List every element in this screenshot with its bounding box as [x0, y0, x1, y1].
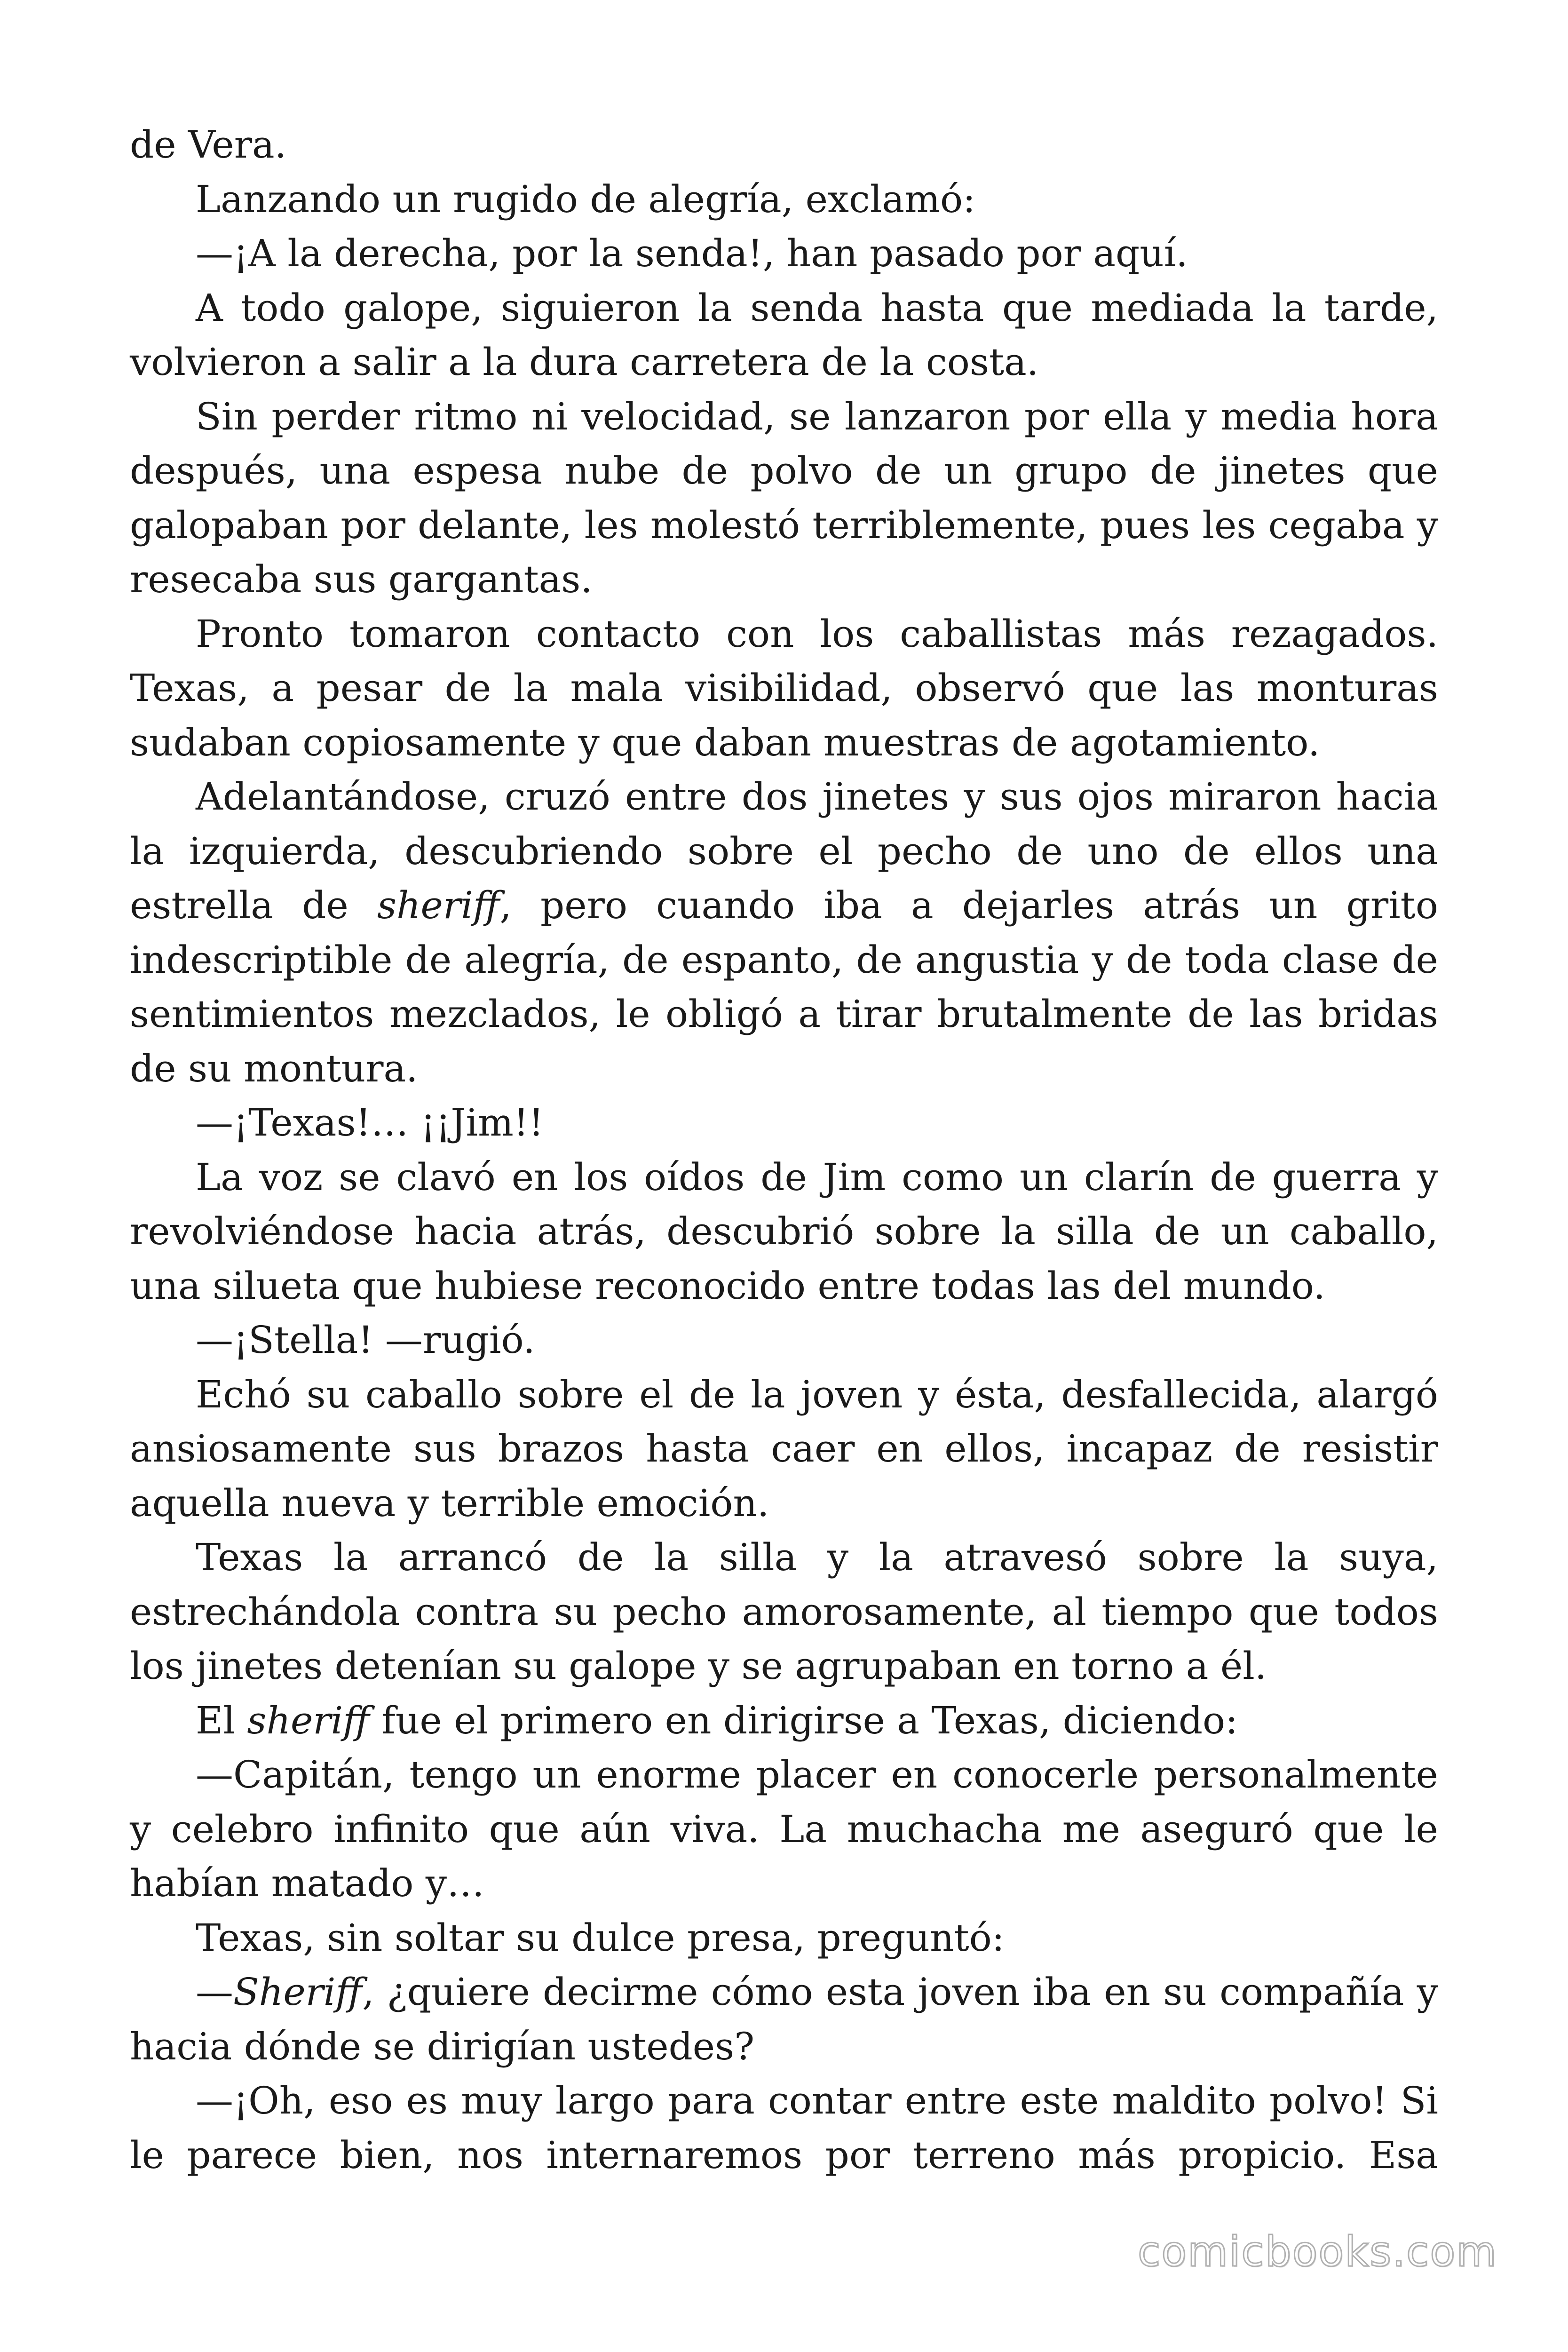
watermark: comicbooks.com: [1137, 2227, 1497, 2276]
text-run: Pronto tomaron contacto con los caballistas más rezagados. Texas, a pesar de la mala visibilidad, observó que las monturas sudaban copiosamente y que daban muestras de agotamiento.: [130, 612, 1438, 764]
text-run: fue el primero en dirigirse a Texas, diciendo:: [369, 1698, 1238, 1742]
paragraph: [130, 1367, 1438, 1531]
text-run: Texas la arrancó de la silla y la atravesó sobre la suya, estrechándola contra su pecho amorosamente, al tiempo que todos los jinetes detenían su galope y se agrupaban en torno a él.: [130, 1535, 1438, 1688]
text-run: —¡A la derecha, por la senda!, han pasado por aquí.: [196, 231, 1188, 275]
paragraph: [130, 2074, 1438, 2182]
paragraph: [130, 770, 1438, 1096]
text-run: La voz se clavó en los oídos de Jim como un clarín de guerra y revolviéndose hacia atrás, descubrió sobre la silla de un caballo, una silueta que hubiese reconocido entre todas las del mundo.: [130, 1155, 1438, 1308]
paragraph: [130, 1096, 1438, 1150]
italic-text: sheriff: [247, 1698, 370, 1742]
paragraph: [130, 1911, 1438, 1965]
paragraph: [130, 172, 1438, 227]
text-run: Lanzando un rugido de alegría, exclamó:: [196, 177, 976, 221]
paragraph: [130, 1530, 1438, 1693]
paragraph: [130, 389, 1438, 607]
text-run: —¡Texas!… ¡¡Jim!!: [196, 1101, 544, 1144]
text-run: A todo galope, siguieron la senda hasta que mediada la tarde, volvieron a salir a la dura carretera de la costa.: [130, 286, 1438, 384]
paragraph: [130, 281, 1438, 389]
text-run: —¡Stella! —rugió.: [196, 1318, 535, 1362]
text-run: Texas, sin soltar su dulce presa, preguntó:: [196, 1915, 1005, 1960]
text-run: , pero cuando iba a dejarles atrás un grito indescriptible de alegría, de espanto, de angustia y de toda clase de sentimientos mezclados, le obligó a tirar brutalmente de las bridas de su montura.: [130, 883, 1438, 1090]
text-run: —¡Oh, eso es muy largo para contar entre este maldito polvo! Si le parece bien, nos internaremos por terreno más propicio. Esa: [130, 2079, 1438, 2177]
paragraph: [130, 1965, 1438, 2074]
paragraph: [130, 226, 1438, 281]
page-text: [130, 118, 1438, 2182]
text-run: Echó su caballo sobre el de la joven y ésta, desfallecida, alargó ansiosamente sus brazos hasta caer en ellos, incapaz de resistir aquella nueva y terrible emoción.: [130, 1372, 1438, 1525]
paragraph: [130, 1313, 1438, 1367]
paragraph: [130, 607, 1438, 770]
text-run: , ¿quiere decirme cómo esta joven iba en su compañía y hacia dónde se dirigían ustedes?: [130, 1970, 1438, 2068]
text-run: Sin perder ritmo ni velocidad, se lanzaron por ella y media hora después, una espesa nube de polvo de un grupo de jinetes que galopaban por delante, les molestó terriblemente, pues les cegaba y resecaba sus gargantas.: [130, 394, 1438, 601]
italic-text: sheriff: [377, 883, 500, 927]
text-run: —Capitán, tengo un enorme placer en conocerle personalmente y celebro infinito que aún viva. La muchacha me aseguró que le habían matado y…: [130, 1753, 1438, 1905]
paragraph: [130, 1748, 1438, 1911]
paragraph: [130, 1693, 1438, 1748]
text-run: Adelantándose, cruzó entre dos jinetes y sus ojos miraron hacia la izquierda, descubriendo sobre el pecho de uno de ellos una estrella de: [130, 775, 1438, 927]
text-run: —: [196, 1970, 233, 2014]
paragraph: [130, 118, 1438, 172]
italic-text: Sheriff: [233, 1970, 363, 2014]
text-run: de Vera.: [130, 123, 287, 167]
text-run: El: [196, 1698, 247, 1742]
paragraph: [130, 1150, 1438, 1313]
